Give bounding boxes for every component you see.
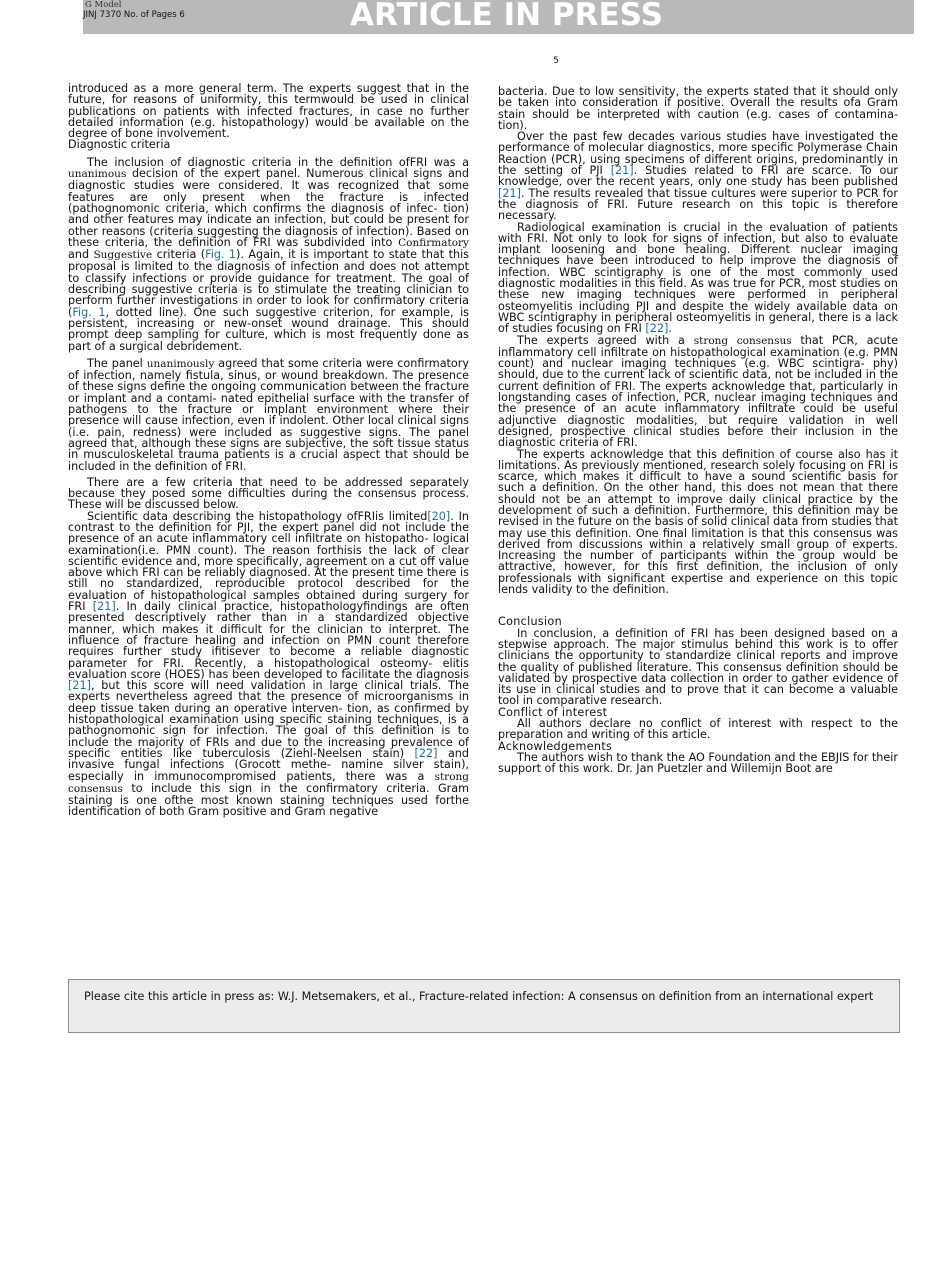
page-number: 5	[553, 56, 559, 66]
paragraph: introduced as a more general term. The experts suggest that in the future, for reasons of uniformity, this termwould be used in clinical publications on patients with infected fractures, in case no further detailed information (e.g. histopathology) would be available on the degree of bone involvement.	[68, 82, 469, 141]
citation-text: Please cite this article in press as: W.J. Metsemakers, et al., Fracture-related infection: A consensus on definition from an international expert	[84, 990, 874, 1003]
figure-link[interactable]: Fig. 1	[72, 305, 106, 319]
reference-link[interactable]: [22]	[645, 322, 669, 336]
paragraph: Scientific data describing the histopathology ofFRIis limited[20]. In contrast to the definition for PJI, the expert panel did not include the presence of an acute inflammatory cell infiltrate on histopatho- logical examination(i.e. PMN count). The reason forthisis the lack of clear scientific evidence and, more specifically, agreement on a cut off value above which FRI can be reliably diagnosed. At the present time there is still no standardized, reproducible protocol described for the evaluation of histopathological samples obtained during surgery for FRI [21]. In daily clinical practice, histopathologyfindings are often presented descriptively rather than in a standardized objective manner, which makes it difficult for the clinician to interpret. The influence of fracture healing and infection on PMN count therefore requires further study ifitisever to become a reliable diagnostic parameter for FRI. Recently, a histopathological osteomy- elitis evaluation score (HOES) has been developed to facilitate the diagnosis [21], but this score will need validation in large clinical trials. The experts nevertheless agreed that the presence of microorganisms in deep tissue taken during an operative interven- tion, as confirmed by histopathological examination using specific staining techniques, is a pathognomonic sign for infection. The goal of this definition is to include the majority of FRIs and due to the increasing prevalence of specific entities like tuberculosis (Ziehl-Neelsen stain) [22] and invasive fungal infections (Grocott methe- namine silver stain), especially in immunocompromised patients, there was a strong consensus to include this sign in the confirmatory criteria. Gram staining is one ofthe most known staining techniques used forthe identification of both Gram positive and Gram negative	[68, 509, 469, 819]
reference-link[interactable]: [21]	[92, 600, 116, 614]
reference-link[interactable]: [21]	[68, 679, 91, 693]
model-label: G Model	[85, 0, 122, 10]
banner-title: ARTICLE IN PRESS	[350, 0, 663, 33]
section-title-acknowledgements: Acknowledgements	[498, 739, 613, 753]
journal-info: JINJ 7370 No. of Pages 6	[83, 10, 185, 20]
paragraph: The experts agreed with a strong consensus that PCR, acute inflammatory cell infiltrate on histopathological examination (e.g. PMN count) and nuclear imaging techniques (e.g. WBC scintigra- phy) should, due to the current lack of scientific data, not be included in the current definition of FRI. The experts acknowledge that, particularly in longstanding cases of infection, PCR, nuclear imaging techniques and the presence of an acute inflammatory infiltrate could be useful adjunctive diagnostic modalities, but require validation in well designed, prospective clinical studies before their inclusion in the diagnostic criteria of FRI.	[498, 333, 898, 450]
paragraph: bacteria. Due to low sensitivity, the experts stated that it should only be taken into consideration if positive. Overall the results ofa Gram stain should be interpreted with caution (e.g. cases of contamina- tion).	[498, 85, 898, 132]
right-column	[498, 86, 898, 775]
article-in-press-banner	[83, 0, 914, 34]
emphasis-text: unanimous	[68, 168, 127, 181]
figure-link[interactable]: Fig. 1	[205, 248, 237, 262]
reference-link[interactable]: [21]	[610, 164, 634, 178]
left-column	[68, 83, 469, 818]
emphasis-text: unanimously	[146, 357, 215, 370]
paragraph: The authors wish to thank the AO Foundation and the EBJIS for their support of this work. Dr. Jan Puetzler and Willemijn Boot are	[498, 750, 898, 776]
emphasis-text: Suggestive	[93, 249, 153, 262]
paragraph: The inclusion of diagnostic criteria in the definition ofFRI was a unanimous decision of the expert panel. Numerous clinical signs and diagnostic studies were considered. It was recognized that some features are only present when the fracture is infected (pathognomonic criteria, which confirms the diagnosis of infec- tion) and other features may indicate an infection, but could be present for other reasons (criteria suggesting the diagnosis of infection). Based on these criteria, the definition of FRI was subdivided into Confirmatory and Suggestive criteria (Fig. 1). Again, it is important to state that this proposal is limited to the diagnosis of infection and does not attempt to classify infections or provide guidance for treatment. The goal of describing suggestive criteria is to stimulate the treating clinician to perform further investigations in order to look for confirmatory criteria (Fig. 1, dotted line). One such suggestive criterion, for example, is persistent, increasing or new-onset wound drainage. This should prompt deep sampling for culture, which is most frequently done as part of a surgical debridement.	[68, 155, 470, 353]
paragraph: Radiological examination is crucial in the evaluation of patients with FRI. Not only to look for signs of infection, but also to evaluate implant loosening and bone healing. Different nuclear imaging techniques have been introduced to help improve the diagnosis of infection. WBC scintigraphy is one of the most commonly used diagnostic modalities in this field. As was true for PCR, most studies on these new imaging techniques were performed in peripheral osteomyelitis including PJI and despite the widely available data on WBC scintigraphy in peripheral osteomyelitis in general, there is a lack of studies focusing on FRI [22].	[498, 220, 898, 336]
section-title-conflict: Conflict of interest	[498, 705, 608, 719]
paragraph: In conclusion, a definition of FRI has been designed based on a stepwise approach. The major stimulus behind this work is to offer clinicians the opportunity to standardize clinical reports and improve the quality of published literature. This consensus definition should be validated by prospective data collection in order to gather evidence of its use in clinical studies and to prove that it can become a valuable tool in comparative research.	[498, 626, 898, 708]
paragraph: All authors declare no conflict of interest with respect to the preparation and writing of this article.	[498, 717, 898, 742]
reference-link[interactable]: [20]	[427, 509, 451, 523]
citation-box	[68, 979, 900, 1033]
paragraph: Over the past few decades various studies have investigated the performance of molecular diagnostics, more specific Polymerase Chain Reaction (PCR), using specimens of different origins, predominantly in the setting of PJI [21]. Studies related to FRI are scarce. To our knowledge, over the recent years, only one study has been published [21]. The results revealed that tissue cultures were superior to PCR for the diagnosis of FRI. Future research on this topic is therefore necessary.	[498, 130, 899, 223]
paragraph: The panel unanimously agreed that some criteria were confirmatory of infection, namely fistula, sinus, or wound breakdown. The presence of these signs define the ongoing communication between the fracture or implant and a contami- nated epithelial surface with the transfer of pathogens to the fracture or implant environment where their presence will cause infection, even if indolent. Other local clinical signs (i.e. pain, redness) were included as suggestive signs. The panel agreed that, although these signs are subjective, the soft tissue status in musculoskeletal trauma patients is a crucial aspect that should be included in the definition of FRI.	[68, 356, 469, 473]
reference-link[interactable]: [21]	[498, 186, 521, 200]
paragraph: The experts acknowledge that this definition of course also has it limitations. As previously mentioned, research solely focusing on FRI is scarce, which makes it difficult to have a sound scientific basis for such a definition. On the other hand, this does not mean that there should not be an attempt to improve daily clinical practice by the development of such a definition. Furthermore, this definition may be revised in the future on the basis of solid clinical data from studies that may use this definition. One final limitation is that this consensus was derived from discussions within a relatively small group of experts. Increasing the number of participants within the group would be attractive, however, for this first definition, the inclusion of only professionals with significant expertise and experience on this topic lends validity to the definition.	[498, 447, 898, 597]
section-subheading: Diagnostic criteria	[68, 138, 171, 152]
section-title-conclusion: Conclusion	[498, 615, 562, 629]
emphasis-text: strong consensus	[68, 770, 469, 795]
emphasis-text: Confirmatory	[398, 236, 469, 249]
reference-link[interactable]: [22]	[414, 746, 438, 760]
emphasis-text: strong consensus	[693, 334, 792, 347]
paragraph: There are a few criteria that need to be addressed separately because they posed some difficulties during the consensus process. These will be discussed below.	[68, 475, 469, 512]
